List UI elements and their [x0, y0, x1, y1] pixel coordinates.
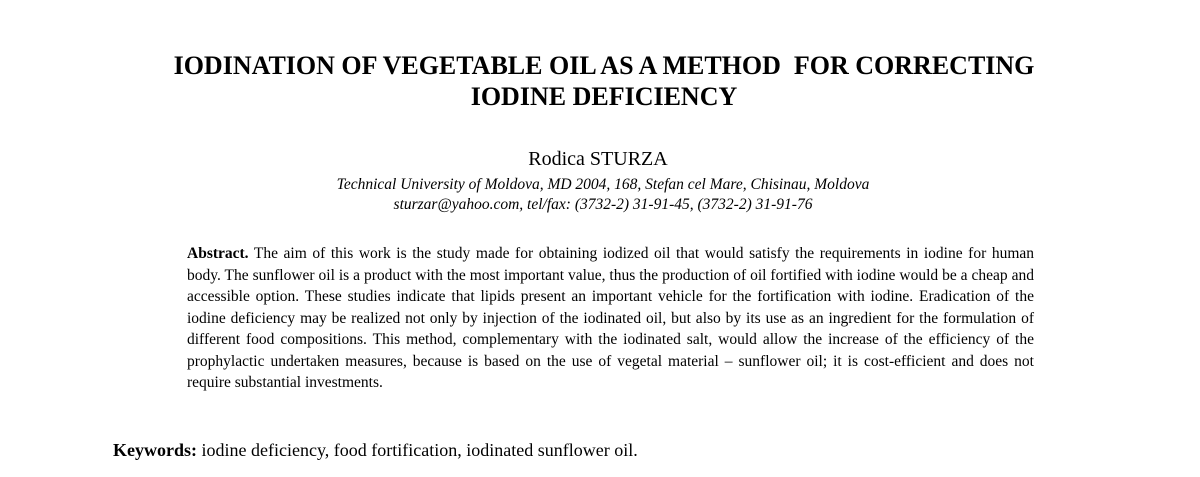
- author-name: Rodica STURZA: [528, 148, 668, 170]
- paper-title-line-1: IODINATION OF VEGETABLE OIL AS A METHOD FOR CORRECTING: [173, 51, 1035, 80]
- keywords-text: iodine deficiency, food fortification, iodinated sunflower oil.: [197, 440, 638, 460]
- keywords-section: [113, 438, 638, 462]
- paper-title: [0, 50, 1200, 112]
- author-affiliation: Technical University of Moldova, MD 2004, 168, Stefan cel Mare, Chisinau, Moldova: [336, 176, 870, 193]
- abstract-text: The aim of this work is the study made for obtaining iodized oil that would satisfy the requirements in iodine for human body. The sunflower oil is a product with the most important value, thus the production of oil fortified with iodine would be a cheap and accessible option. These studies indicate that lipids present an important vehicle for the fortification with iodine. Eradication of the iodine deficiency may be realized not only by injection of the iodinated oil, but also by its use as an ingredient for the formulation of different food compositions. This method, complementary with the iodinated salt, would allow the increase of the efficiency of the prophylactic undertaken measures, because is based on the use of vegetal material – sunflower oil; it is cost-efficient and does not require substantial investments.: [187, 245, 1034, 391]
- paper-title-line-2: IODINE DEFICIENCY: [470, 82, 738, 111]
- keywords-label: Keywords:: [113, 440, 197, 460]
- abstract-section: [187, 243, 1034, 394]
- abstract-label: Abstract.: [187, 245, 249, 262]
- author-contact: sturzar@yahoo.com, tel/fax: (3732-2) 31-91-45, (3732-2) 31-91-76: [393, 196, 813, 213]
